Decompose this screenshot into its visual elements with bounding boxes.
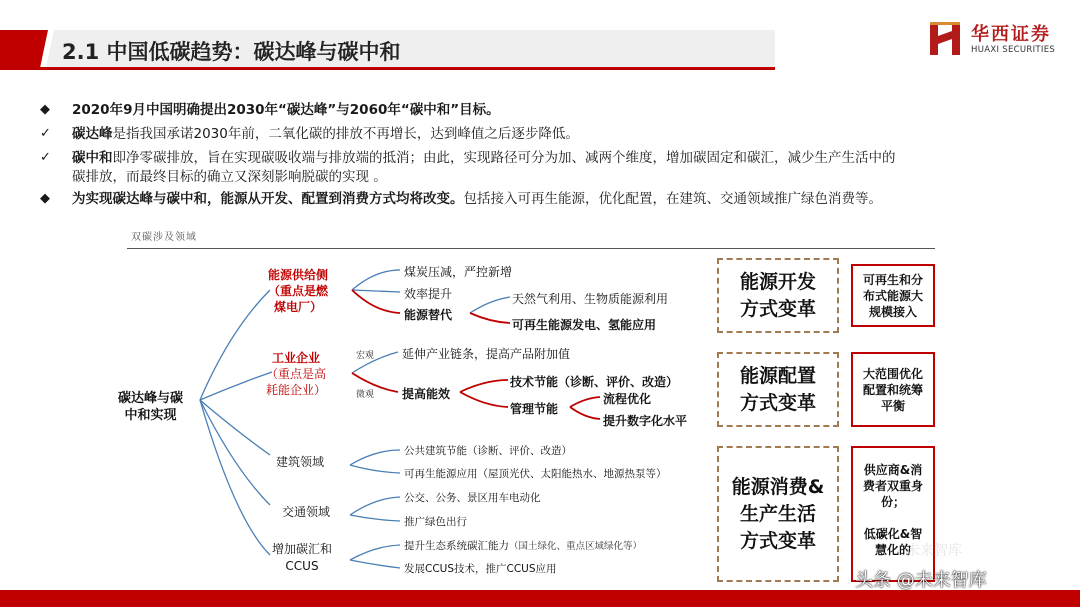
macro-label: 宏观 (356, 351, 375, 361)
tech-energy-saving: 技术节能（诊断、评价、改造） (510, 375, 679, 389)
reform-box-development: 能源开发 方式变革 (717, 258, 839, 333)
footer-bar (0, 590, 1080, 607)
watermark: 头条 @未来智库 (855, 570, 987, 591)
logo-name-en: HUAXI SECURITIES (971, 45, 1056, 55)
transport-item-electric: 公交、公务、景区用车电动化 (404, 492, 541, 504)
diagram-caption: 双碳涉及领域 (131, 232, 197, 243)
reform-note-consumption: 供应商&消 费者双重身 份； 低碳化&智 慧化的 (851, 446, 935, 582)
carbon-sink-node: 增加碳汇和 CCUS (272, 542, 333, 573)
reform-note-development: 可再生和分 布式能源大 规模接入 (851, 264, 935, 327)
sink-item-ecosystem: 提升生态系统碳汇能力（国土绿化、重点区域绿化等） (404, 540, 643, 552)
mgmt-item-digital: 提升数字化水平 (603, 414, 688, 428)
diamond-bullet-icon: ◆ (40, 191, 50, 206)
page-title: 2.1 中国低碳趋势：碳达峰与碳中和 (62, 40, 401, 64)
reform-box-consumption: 能源消费& 生产生活 方式变革 (717, 446, 839, 582)
supply-side-node: 能源供给侧 （重点是燃 煤电厂） (268, 268, 329, 314)
reform-box-allocation: 能源配置 方式变革 (717, 352, 839, 427)
supply-item-substitution: 能源替代 (404, 308, 453, 322)
supply-item-efficiency: 效率提升 (404, 287, 453, 301)
reform-note-allocation: 大范围优化 配置和统筹 平衡 (851, 352, 935, 427)
transport-item-green: 推广绿色出行 (404, 516, 467, 528)
sink-item-ccus: 发展CCUS技术，推广CCUS应用 (404, 563, 557, 575)
substitution-renewables: 可再生能源发电、氢能应用 (512, 318, 657, 332)
transport-node: 交通领域 (282, 505, 331, 519)
building-node: 建筑领域 (276, 455, 325, 469)
industry-item-efficiency: 提高能效 (402, 387, 451, 401)
checkmark-icon: ✓ (40, 150, 51, 165)
micro-label: 微观 (356, 390, 375, 400)
logo-name-cn: 华西证券 (971, 24, 1051, 45)
diamond-bullet-icon: ◆ (40, 102, 50, 117)
mgmt-energy-saving: 管理节能 (510, 402, 559, 416)
mgmt-item-process: 流程优化 (603, 392, 652, 406)
watermark-faint: 未来智库 (906, 543, 962, 559)
supply-item-coal: 煤炭压减，严控新增 (404, 265, 513, 279)
bullet-3-continuation: 碳排放，而最终目标的确立又深刻影响脱碳的实现 。 (72, 169, 387, 185)
substitution-gas-biomass: 天然气利用、生物质能源利用 (512, 292, 669, 306)
industry-node: 工业企业 （重点是高 耗能企业） (266, 351, 327, 397)
root-node: 碳达峰与碳 中和实现 (118, 391, 184, 423)
building-item-public: 公共建筑节能（诊断、评价、改造） (404, 445, 572, 457)
checkmark-icon: ✓ (40, 126, 51, 141)
building-item-renewables: 可再生能源应用（屋顶光伏、太阳能热水、地源热泵等） (404, 468, 667, 480)
industry-item-chain: 延伸产业链条，提高产品附加值 (402, 347, 571, 361)
